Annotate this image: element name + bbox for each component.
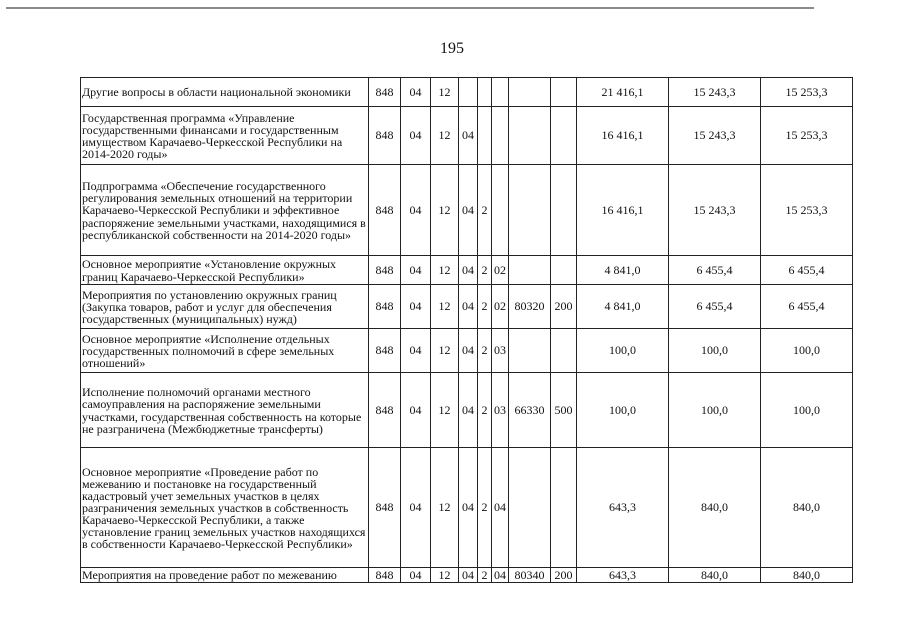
cell-vr	[551, 78, 577, 107]
cell-rz: 04	[401, 373, 431, 448]
cell-amount-year3: 840,0	[761, 568, 853, 583]
table-row	[81, 329, 853, 373]
cell-csr-subprogram: 2	[478, 285, 492, 329]
cell-amount-year1: 100,0	[577, 329, 669, 373]
cell-csr-event: 04	[492, 568, 509, 583]
cell-amount-year2: 840,0	[669, 448, 761, 568]
cell-amount-year3: 6 455,4	[761, 256, 853, 285]
cell-pr: 12	[431, 373, 459, 448]
cell-amount-year2: 100,0	[669, 329, 761, 373]
table-row	[81, 448, 853, 568]
cell-amount-year1: 643,3	[577, 568, 669, 583]
cell-csr-program: 04	[459, 107, 478, 165]
cell-csr-program: 04	[459, 568, 478, 583]
cell-amount-year3: 15 253,3	[761, 78, 853, 107]
cell-csr-direction: 80340	[509, 568, 551, 583]
cell-csr-subprogram: 2	[478, 329, 492, 373]
table-row	[81, 78, 853, 107]
cell-csr-direction	[509, 448, 551, 568]
cell-ved: 848	[369, 568, 401, 583]
cell-amount-year1: 16 416,1	[577, 165, 669, 256]
cell-csr-program	[459, 78, 478, 107]
cell-ved: 848	[369, 285, 401, 329]
cell-vr: 200	[551, 568, 577, 583]
cell-ved: 848	[369, 329, 401, 373]
cell-rz: 04	[401, 107, 431, 165]
cell-vr: 200	[551, 285, 577, 329]
cell-csr-direction	[509, 165, 551, 256]
cell-amount-year3: 100,0	[761, 329, 853, 373]
cell-ved: 848	[369, 165, 401, 256]
table-row	[81, 373, 853, 448]
table-row	[81, 165, 853, 256]
cell-amount-year1: 643,3	[577, 448, 669, 568]
cell-csr-event	[492, 107, 509, 165]
cell-csr-program: 04	[459, 256, 478, 285]
cell-csr-subprogram: 2	[478, 448, 492, 568]
row-name: Мероприятия по установлению окружных границ (Закупка товаров, работ и услуг для обеспечения государственных (муниципальных) нужд)	[81, 285, 369, 329]
row-name: Основное мероприятие «Установление окружных границ Карачаево-Черкесской Республики»	[81, 256, 369, 285]
cell-rz: 04	[401, 165, 431, 256]
cell-csr-direction: 66330	[509, 373, 551, 448]
row-name: Основное мероприятие «Исполнение отдельных государственных полномочий в сфере земельных отношений»	[81, 329, 369, 373]
cell-rz: 04	[401, 329, 431, 373]
row-name: Подпрограмма «Обеспечение государственного регулирования земельных отношений на территории Карачаево-Черкесской Республики и эффективное распоряжение земельными участками, находящимися в республиканской собственности на 2014-2020 годы»	[81, 165, 369, 256]
cell-pr: 12	[431, 448, 459, 568]
cell-rz: 04	[401, 568, 431, 583]
cell-amount-year2: 840,0	[669, 568, 761, 583]
cell-ved: 848	[369, 448, 401, 568]
table-row	[81, 568, 853, 583]
cell-amount-year3: 6 455,4	[761, 285, 853, 329]
cell-csr-direction: 80320	[509, 285, 551, 329]
cell-rz: 04	[401, 256, 431, 285]
cell-csr-event: 02	[492, 285, 509, 329]
cell-amount-year2: 15 243,3	[669, 107, 761, 165]
table-row	[81, 107, 853, 165]
cell-csr-event	[492, 78, 509, 107]
cell-amount-year2: 6 455,4	[669, 285, 761, 329]
cell-csr-subprogram: 2	[478, 568, 492, 583]
row-name: Основное мероприятие «Проведение работ по межеванию и постановке на государственный кадастровый учет земельных участков в целях разграничения земельных участков в собственность Карачаево-Черкесской Республики, а также установление границ земельных участков находящихся в собственности Карачаево-Черкесской Республики»	[81, 448, 369, 568]
row-name: Государственная программа «Управление государственными финансами и государственным имуществом Карачаево-Черкесской Республики на 2014-2020 годы»	[81, 107, 369, 165]
cell-csr-event: 03	[492, 329, 509, 373]
cell-pr: 12	[431, 568, 459, 583]
cell-pr: 12	[431, 285, 459, 329]
cell-csr-program: 04	[459, 329, 478, 373]
cell-pr: 12	[431, 329, 459, 373]
cell-pr: 12	[431, 165, 459, 256]
cell-amount-year3: 100,0	[761, 373, 853, 448]
cell-csr-subprogram: 2	[478, 373, 492, 448]
cell-rz: 04	[401, 448, 431, 568]
cell-ved: 848	[369, 78, 401, 107]
cell-amount-year1: 16 416,1	[577, 107, 669, 165]
cell-csr-subprogram	[478, 107, 492, 165]
cell-amount-year2: 6 455,4	[669, 256, 761, 285]
row-name: Другие вопросы в области национальной экономики	[81, 78, 369, 107]
cell-csr-event: 03	[492, 373, 509, 448]
cell-csr-direction	[509, 329, 551, 373]
cell-csr-event	[492, 165, 509, 256]
cell-amount-year3: 840,0	[761, 448, 853, 568]
row-name: Исполнение полномочий органами местного самоуправления на распоряжение земельными участками, государственная собственность на которые не разграничена (Межбюджетные трансферты)	[81, 373, 369, 448]
cell-vr: 500	[551, 373, 577, 448]
scan-top-rule	[6, 7, 814, 9]
cell-csr-subprogram: 2	[478, 165, 492, 256]
row-name: Мероприятия на проведение работ по межеванию	[81, 568, 369, 583]
cell-ved: 848	[369, 373, 401, 448]
cell-rz: 04	[401, 285, 431, 329]
cell-amount-year3: 15 253,3	[761, 107, 853, 165]
cell-csr-event: 02	[492, 256, 509, 285]
cell-csr-program: 04	[459, 448, 478, 568]
cell-amount-year2: 15 243,3	[669, 165, 761, 256]
cell-csr-direction	[509, 78, 551, 107]
cell-vr	[551, 448, 577, 568]
cell-amount-year1: 21 416,1	[577, 78, 669, 107]
page-number: 195	[440, 40, 464, 57]
cell-csr-direction	[509, 107, 551, 165]
cell-vr	[551, 329, 577, 373]
cell-vr	[551, 165, 577, 256]
table-row	[81, 256, 853, 285]
cell-amount-year1: 4 841,0	[577, 285, 669, 329]
cell-amount-year2: 100,0	[669, 373, 761, 448]
cell-rz: 04	[401, 78, 431, 107]
cell-csr-program: 04	[459, 373, 478, 448]
cell-amount-year3: 15 253,3	[761, 165, 853, 256]
cell-ved: 848	[369, 256, 401, 285]
cell-pr: 12	[431, 78, 459, 107]
table-row	[81, 285, 853, 329]
cell-vr	[551, 107, 577, 165]
cell-csr-direction	[509, 256, 551, 285]
cell-csr-program: 04	[459, 165, 478, 256]
cell-vr	[551, 256, 577, 285]
cell-amount-year1: 4 841,0	[577, 256, 669, 285]
cell-csr-subprogram	[478, 78, 492, 107]
cell-ved: 848	[369, 107, 401, 165]
cell-csr-event: 04	[492, 448, 509, 568]
budget-table	[80, 77, 853, 583]
cell-amount-year1: 100,0	[577, 373, 669, 448]
cell-csr-program: 04	[459, 285, 478, 329]
cell-pr: 12	[431, 107, 459, 165]
cell-amount-year2: 15 243,3	[669, 78, 761, 107]
cell-pr: 12	[431, 256, 459, 285]
cell-csr-subprogram: 2	[478, 256, 492, 285]
